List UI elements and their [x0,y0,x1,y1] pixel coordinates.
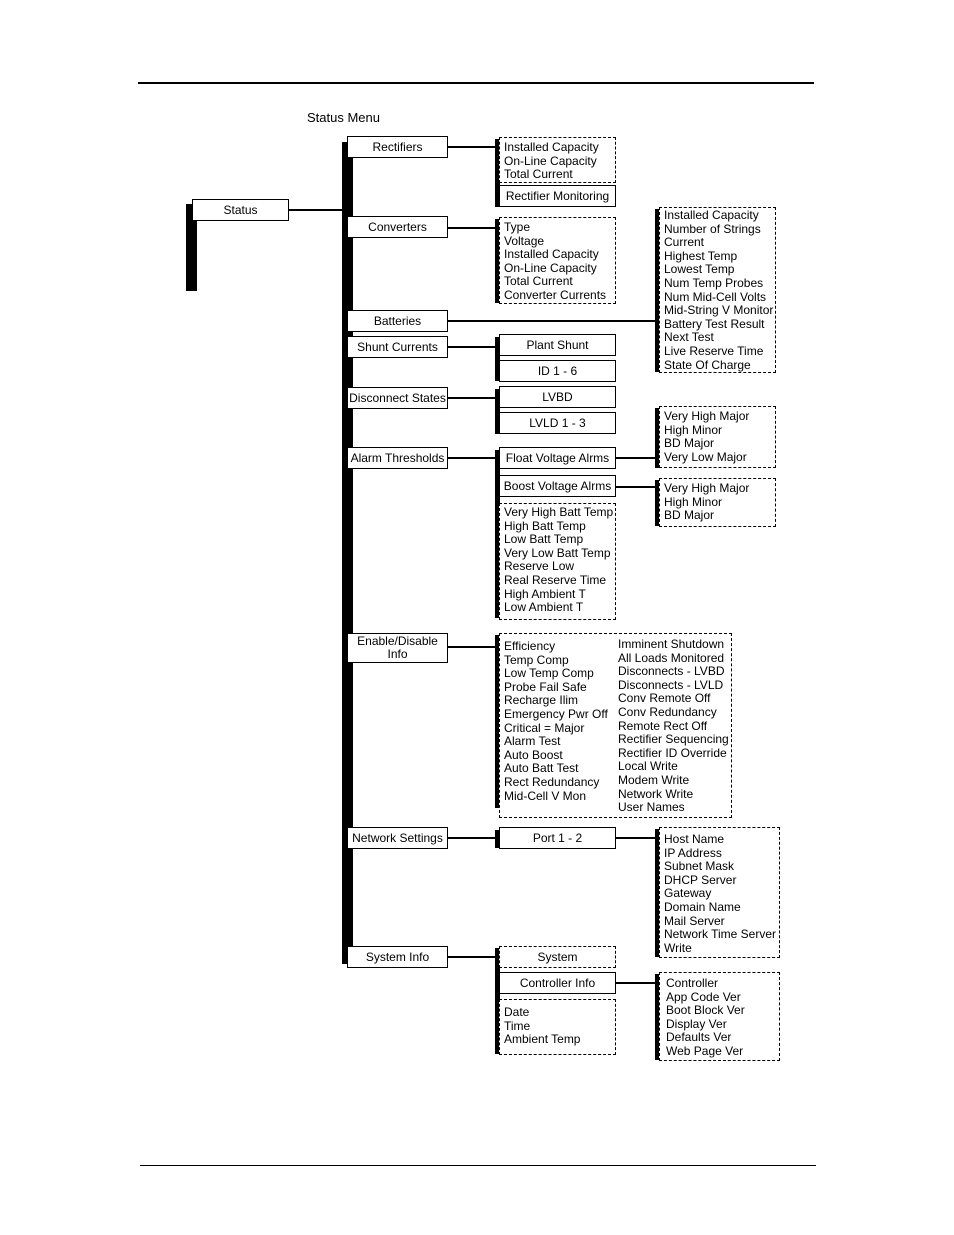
list-item: BD Major [664,436,715,451]
list-item: Efficiency [504,639,556,653]
rectifiers-node: Rectifiers [347,136,448,158]
list-item: Network Write [618,786,694,801]
list-item: Voltage [504,233,545,248]
list-item: Conv Remote Off [618,691,711,706]
alarm-other-list [504,506,613,615]
list-item: Very High Major [664,481,750,495]
list-item: Converter Currents [504,287,607,302]
list-item: Num Mid-Cell Volts [664,289,767,304]
list-item: Reserve Low [504,559,575,574]
list-item: High Batt Temp [504,518,586,533]
list-item: User Names [618,800,685,815]
list-item: All Loads Monitored [618,650,725,665]
plant-shunt-node: Plant Shunt [499,334,616,356]
boost-items-list [664,482,749,523]
network-items-list [664,833,776,955]
rectifiers-connector [448,146,498,148]
list-item: Emergency Pwr Off [504,706,608,721]
network-connector [448,837,498,839]
list-item: Write [664,940,692,955]
list-item: Lowest Temp [664,262,735,277]
list-item: Display Ver [666,1016,727,1031]
list-item: BD Major [664,508,715,523]
list-item: Auto Boost [504,747,563,762]
list-item: Auto Batt Test [504,761,579,776]
lvbd-node: LVBD [499,386,616,408]
converters-connector [448,227,498,229]
list-item: Modem Write [618,772,690,787]
enable-label-line1: Enable/Disable [357,634,438,648]
list-item: Type [504,220,531,234]
list-item: Installed Capacity [664,208,759,222]
list-item: Mail Server [664,913,725,928]
top-rule [138,82,814,84]
port-connector [616,837,658,839]
port-node: Port 1 - 2 [499,827,616,849]
list-item: Local Write [618,759,678,774]
root-connector [289,209,343,211]
batteries-node: Batteries [347,310,448,332]
disconnect-states-node: Disconnect States [347,387,448,409]
list-item: Imminent Shutdown [618,637,725,651]
shunt-connector [448,346,498,348]
float-connector [616,457,658,459]
list-item: Very Low Batt Temp [504,545,611,560]
system-info-node: System Info [347,946,448,968]
list-item: Defaults Ver [666,1030,732,1045]
sysinfo-connector [448,956,498,958]
list-item: Current [664,235,705,250]
batteries-connector [448,320,658,322]
list-item: Recharge Ilim [504,693,579,708]
network-settings-node: Network Settings [347,827,448,849]
list-item: Temp Comp [504,652,569,667]
list-item: Total Current [504,167,573,182]
list-item: Disconnects - LVBD [618,664,725,679]
list-item: Total Current [504,274,573,289]
list-item: Alarm Test [504,734,561,749]
alarm-thresholds-node: Alarm Thresholds [347,447,448,469]
alarm-connector [448,457,498,459]
list-item: Web Page Ver [666,1043,744,1058]
diagram-title: Status Menu [307,110,380,125]
list-item: Very Low Major [664,449,747,464]
list-item: App Code Ver [666,989,741,1004]
enable-label-line2: Info [387,647,408,661]
converters-list [504,221,606,303]
list-item: Controller [666,976,719,990]
list-item: High Minor [664,422,723,437]
list-item: Number of Strings [664,221,761,236]
rectifiers-list [504,141,599,182]
list-item: Host Name [664,832,725,846]
enable-col1-list [504,640,608,803]
list-item: Subnet Mask [664,859,735,874]
list-item: Mid-String V Monitor [664,303,774,318]
list-item: Rect Redundancy [504,774,600,789]
list-item: Real Reserve Time [504,572,607,587]
list-item: On-Line Capacity [504,153,597,168]
sysinfo-other-list [504,1006,580,1047]
list-item: Installed Capacity [504,140,599,154]
enable-connector [448,646,498,648]
shunt-currents-node: Shunt Currents [347,336,448,358]
enable-disable-node [347,633,448,663]
list-item: Network Time Server [664,927,777,942]
list-item: Very High Major [664,409,750,423]
list-item: Conv Redundancy [618,704,717,719]
list-item: DHCP Server [664,872,737,887]
list-item: Low Ambient T [504,600,584,615]
disconnect-connector [448,397,498,399]
list-item: Disconnects - LVLD [618,677,724,692]
batteries-list [664,209,773,372]
controller-connector [616,982,658,984]
list-item: Rectifier ID Override [618,745,727,760]
bottom-rule [140,1165,816,1166]
lvld-node: LVLD 1 - 3 [499,412,616,434]
list-item: Num Temp Probes [664,275,764,290]
list-item: Time [504,1018,531,1033]
boost-connector [616,486,658,488]
list-item: Next Test [664,330,714,345]
list-item: Boot Block Ver [666,1003,745,1018]
list-item: Domain Name [664,899,741,914]
converters-node: Converters [347,216,448,238]
float-voltage-node: Float Voltage Alrms [499,447,616,469]
list-item: Highest Temp [664,248,738,263]
controller-info-node: Controller Info [499,972,616,994]
boost-voltage-node: Boost Voltage Alrms [499,475,616,497]
list-item: State Of Charge [664,357,751,372]
list-item: On-Line Capacity [504,260,597,275]
list-item: Battery Test Result [664,316,765,331]
system-label: System [537,949,578,964]
list-item: High Ambient T [504,586,586,601]
enable-col2-list [618,638,729,815]
list-item: Remote Rect Off [618,718,708,733]
list-item: Rectifier Sequencing [618,732,729,747]
status-node: Status [192,199,289,221]
rectifier-monitoring-node: Rectifier Monitoring [499,185,616,207]
list-item: Date [504,1005,530,1019]
list-item: Low Batt Temp [504,532,584,547]
list-item: IP Address [664,845,722,860]
list-item: Ambient Temp [504,1032,581,1047]
list-item: Mid-Cell V Mon [504,788,587,803]
list-item: Low Temp Comp [504,666,594,681]
list-item: Gateway [664,886,712,901]
list-item: Installed Capacity [504,247,599,262]
list-item: Very High Batt Temp [504,505,614,519]
list-item: High Minor [664,494,723,509]
controller-items-list [666,977,745,1059]
list-item: Probe Fail Safe [504,679,587,694]
list-item: Critical = Major [504,720,585,735]
shunt-id-node: ID 1 - 6 [499,360,616,382]
list-item: Live Reserve Time [664,343,764,358]
float-items-list [664,410,749,464]
